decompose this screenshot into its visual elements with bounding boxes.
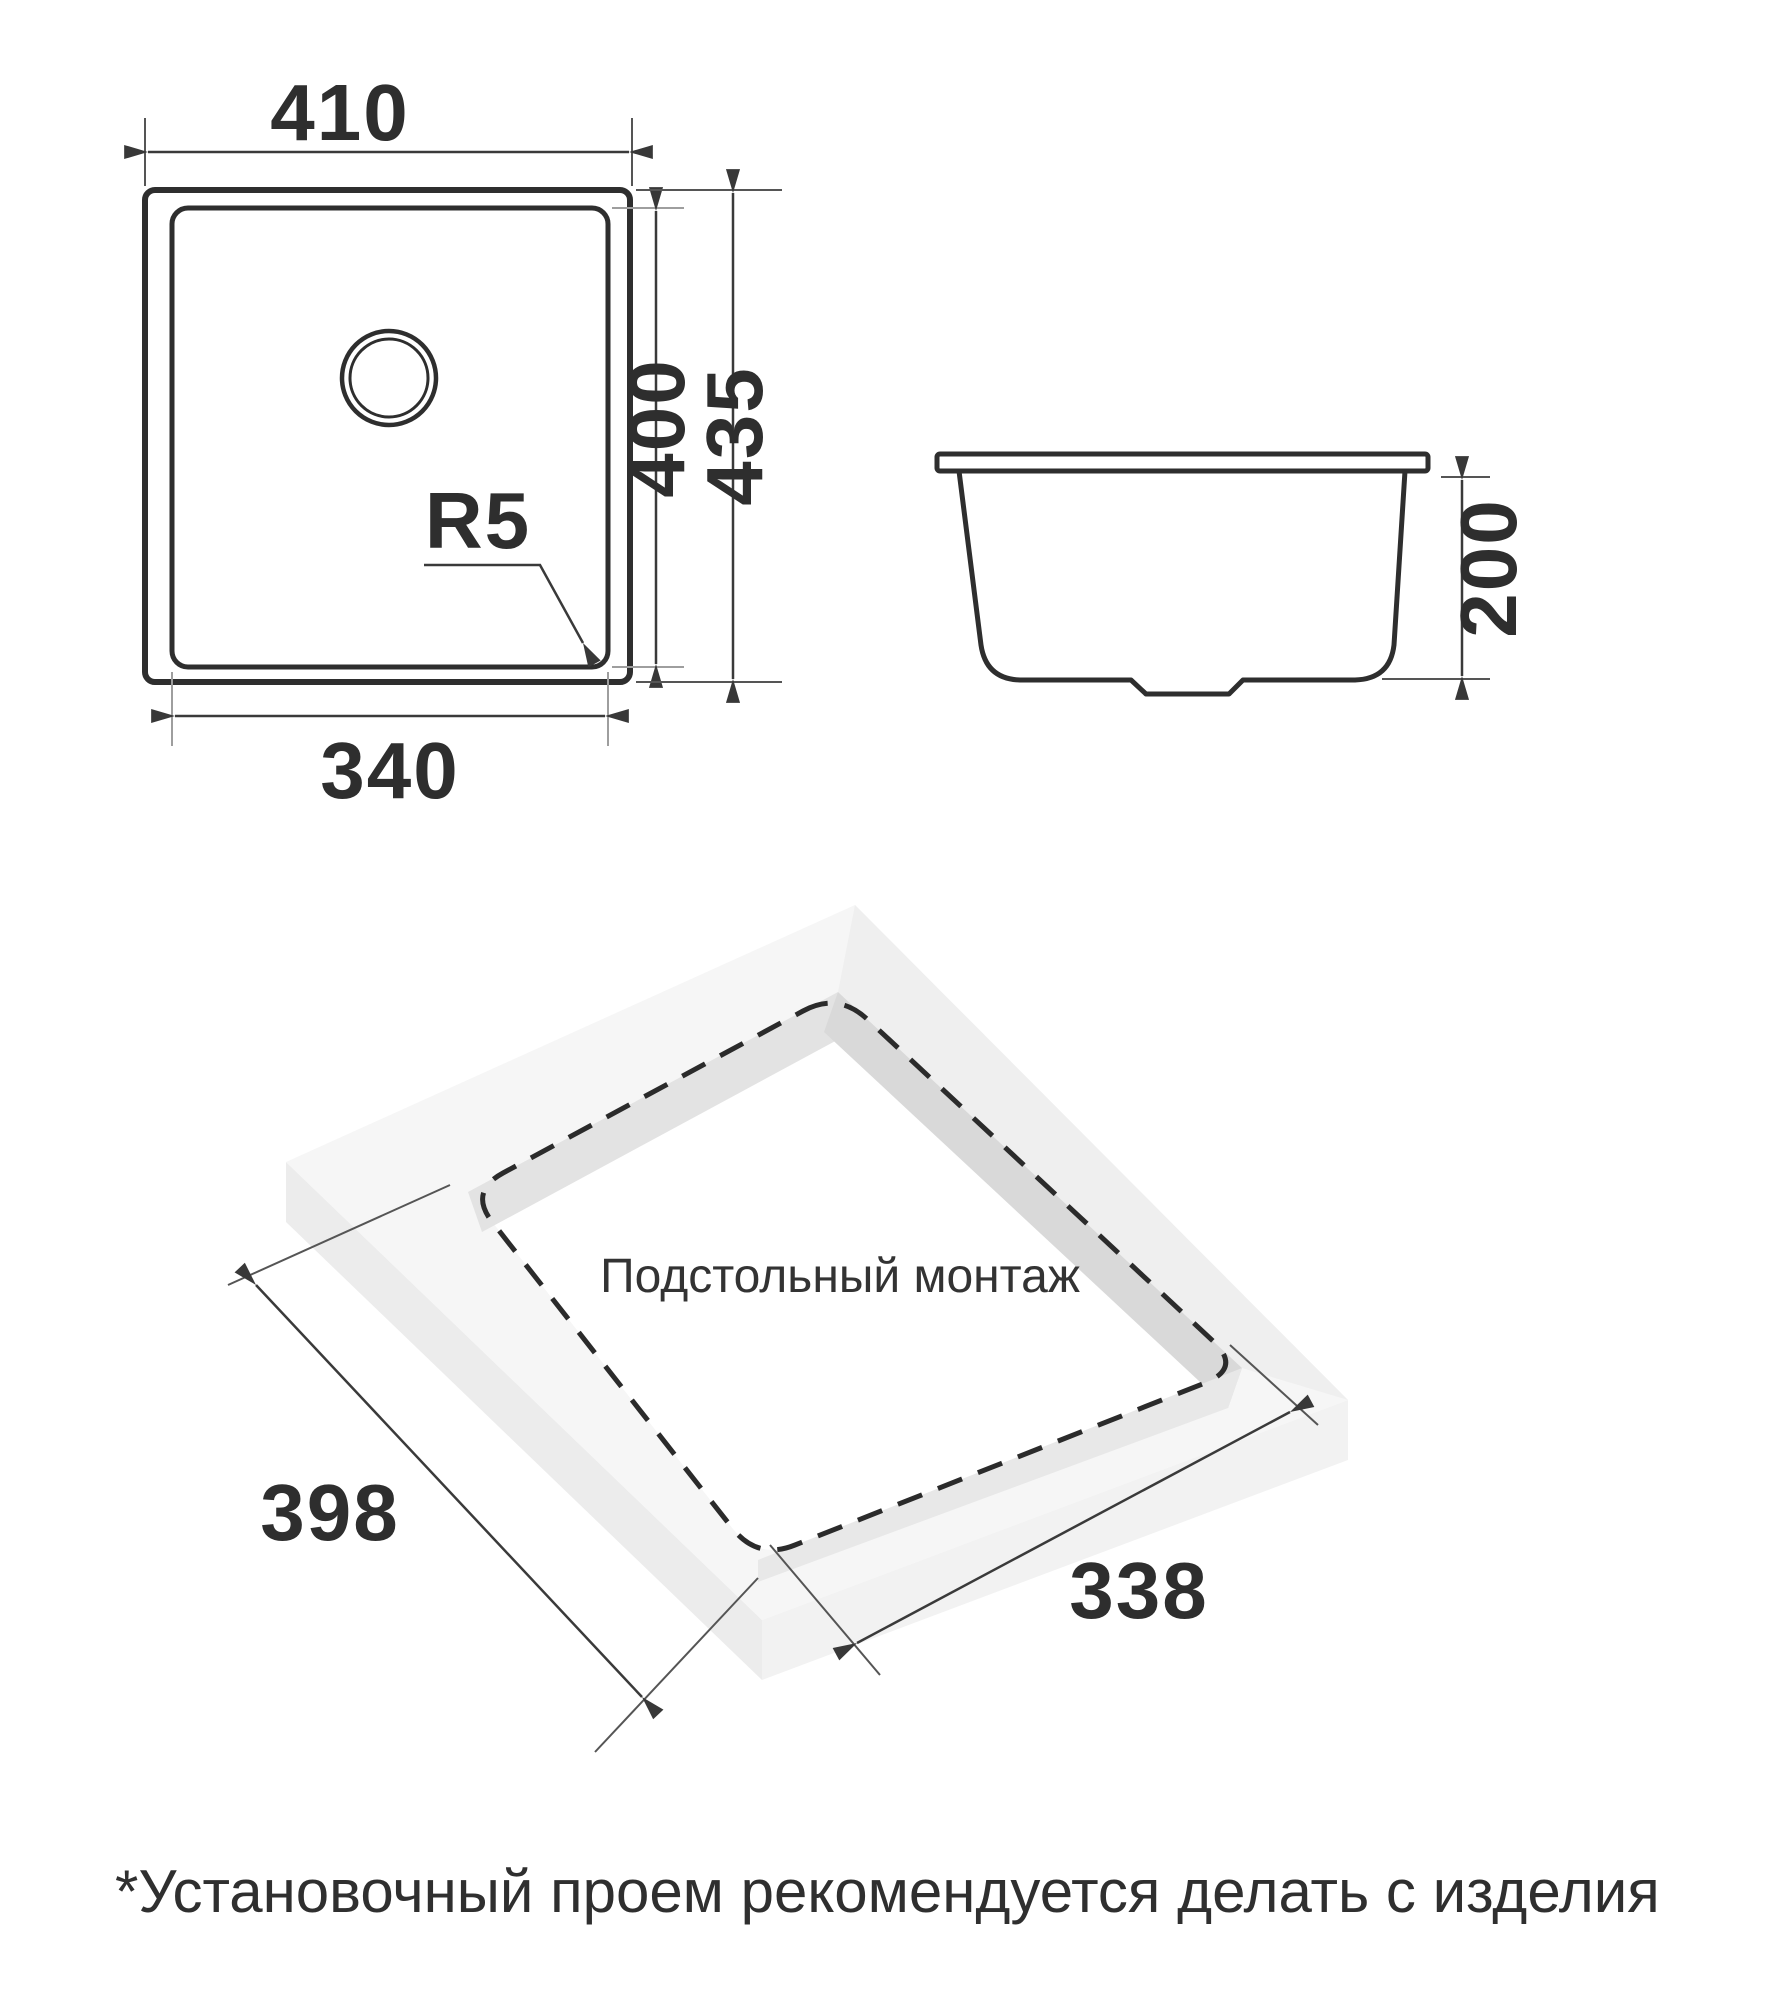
- radius-callout: [424, 476, 583, 643]
- isometric-view: [228, 905, 1348, 1752]
- dim-label-bowl-height: 400: [612, 358, 701, 498]
- dim-outer-width: [145, 68, 632, 186]
- dim-bowl-height: [612, 208, 701, 667]
- dim-label-bowl-width: 340: [320, 726, 460, 815]
- mount-type-caption: Подстольный монтаж: [600, 1250, 1080, 1303]
- dim-label-outer-width: 410: [270, 68, 410, 157]
- radius-leader-line: [424, 565, 583, 643]
- extension-line: [595, 1578, 758, 1752]
- dim-label-corner-radius: R5: [424, 476, 532, 565]
- footnote: *Установочный проем рекомендуется делать с изделия: [115, 1858, 1660, 1925]
- sink-bowl-outline: [172, 208, 608, 667]
- dim-label-depth: 200: [1444, 498, 1533, 638]
- cutout-wall-upper-right: [824, 992, 1242, 1408]
- side-view: [937, 454, 1533, 694]
- dim-bowl-width: [172, 672, 608, 815]
- dim-label-cutout-length: 398: [260, 1468, 400, 1557]
- top-view: [145, 68, 782, 815]
- sink-outer-outline: [145, 190, 630, 682]
- dim-label-outer-height: 435: [690, 366, 779, 506]
- sink-rim: [937, 454, 1428, 471]
- sink-bowl-profile: [959, 471, 1405, 694]
- countertop-shading-band: [838, 905, 1348, 1400]
- drain-outer-circle: [342, 331, 436, 425]
- dim-label-cutout-width: 338: [1069, 1546, 1209, 1635]
- countertop-side-left: [286, 1162, 762, 1680]
- drain-inner-circle: [350, 339, 428, 417]
